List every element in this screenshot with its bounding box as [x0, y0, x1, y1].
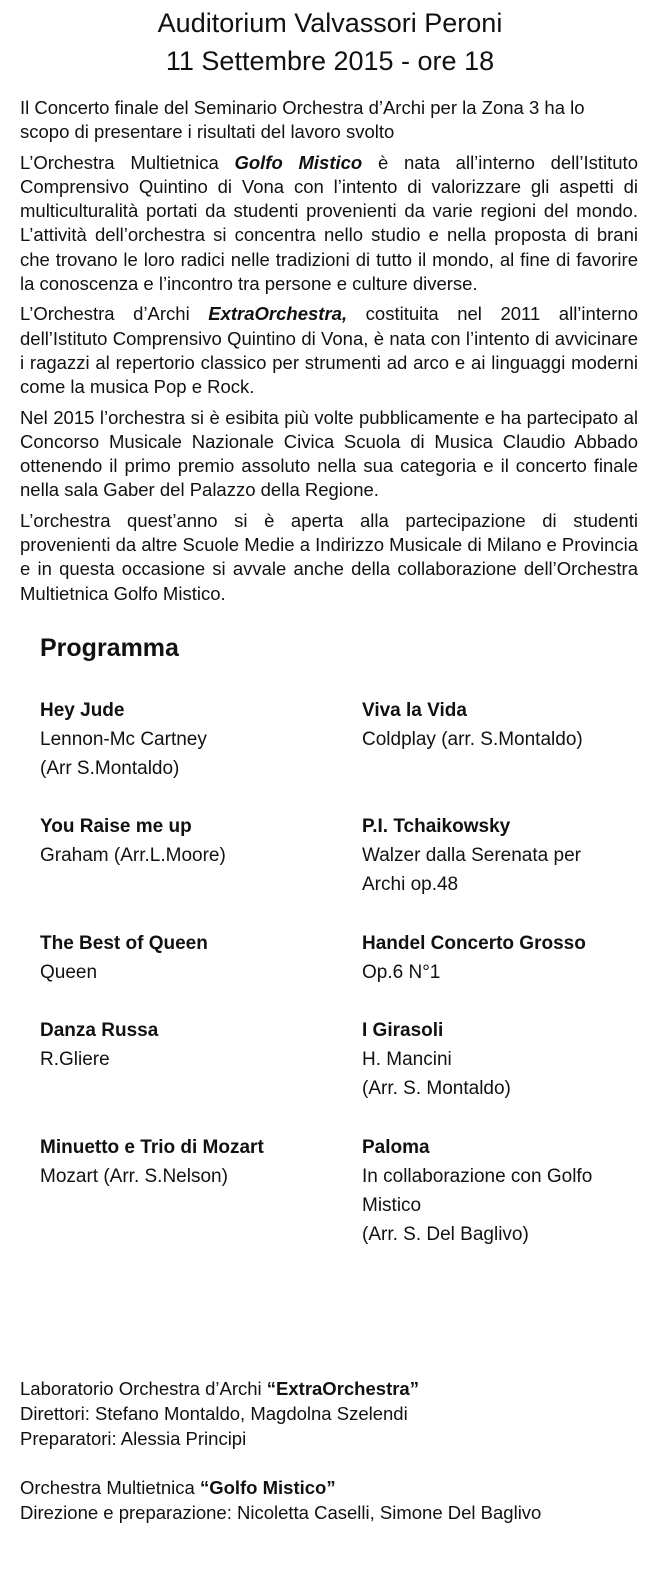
this-year-paragraph: L’orchestra quest’anno si è aperta alla partecipazione di studenti provenienti da altre Scuole Medie a Indirizzo Musicale di Milano e Provincia e in questa occasione si avvale anche della collaborazione dell’Orchestra Multietnica Golfo Mistico. — [20, 509, 639, 604]
piece-title: I Girasoli — [362, 1019, 444, 1041]
piece-detail: Mistico — [362, 1194, 422, 1216]
piece-title: Paloma — [362, 1136, 430, 1158]
programma-piece-right — [362, 1016, 652, 1103]
header — [0, 0, 660, 80]
piece-detail: Mozart (Arr. S.Nelson) — [40, 1165, 228, 1187]
golfo-mistico-name: Golfo Mistico — [234, 151, 363, 173]
programma-piece-left — [40, 1133, 330, 1191]
piece-detail: R.Gliere — [40, 1048, 110, 1070]
programma-heading: Programma — [40, 633, 179, 662]
extraorchestra-name: ExtraOrchestra, — [208, 303, 348, 325]
preparatori-credit: Preparatori: Alessia Principi — [20, 1428, 247, 1449]
intro-paragraph: Il Concerto finale del Seminario Orchestra d’Archi per la Zona 3 ha lo scopo di presentare i risultati del lavoro svolto — [20, 97, 585, 143]
multi-name: “Golfo Mistico” — [199, 1477, 336, 1498]
programma-piece-right — [362, 1133, 652, 1249]
piece-title: Viva la Vida — [362, 699, 467, 721]
piece-title: Danza Russa — [40, 1019, 159, 1041]
extra-para-start: L’Orchestra d’Archi — [20, 303, 209, 325]
piece-detail: In collaborazione con Golfo — [362, 1165, 593, 1187]
piece-detail: Lennon-Mc Cartney — [40, 728, 207, 750]
lab-name: “ExtraOrchestra” — [266, 1378, 419, 1399]
lab-prefix: Laboratorio Orchestra d’Archi — [20, 1378, 267, 1399]
venue-title: Auditorium Valvassori Peroni — [157, 8, 503, 38]
multietnica-credit — [20, 1475, 650, 1500]
piece-title: You Raise me up — [40, 815, 192, 837]
piece-detail: (Arr. S. Montaldo) — [362, 1077, 511, 1099]
lab-credit — [20, 1376, 650, 1401]
event-date: 11 Settembre 2015 - ore 18 — [165, 46, 495, 76]
piece-detail: (Arr S.Montaldo) — [40, 757, 180, 779]
piece-detail: Coldplay (arr. S.Montaldo) — [362, 728, 583, 750]
piece-title: The Best of Queen — [40, 932, 208, 954]
direttori-credit: Direttori: Stefano Montaldo, Magdolna Szelendi — [20, 1403, 408, 1424]
programma-piece-left — [40, 696, 330, 783]
programma-piece-right — [362, 696, 652, 754]
piece-detail: (Arr. S. Del Baglivo) — [362, 1223, 529, 1245]
credits-spacer — [20, 1451, 650, 1475]
multi-prefix: Orchestra Multietnica — [20, 1477, 200, 1498]
piece-detail: Op.6 N°1 — [362, 961, 441, 983]
programma-piece-right — [362, 929, 652, 987]
piece-title: Hey Jude — [40, 699, 125, 721]
piece-title: P.I. Tchaikowsky — [362, 815, 511, 837]
credits — [20, 1376, 650, 1525]
piece-detail: Queen — [40, 961, 98, 983]
programma-piece-left — [40, 1016, 330, 1074]
golfo-para-rest: è nata all’interno dell’Istituto Comprensivo Quintino di Vona con l’intento di valorizzare gli aspetti di multiculturalità portati da studenti provenienti da varie regioni del mondo. L’attività dell’orchestra si concentra nello studio e nella proposta di brani che trovano le loro radici nelle tradizioni di tutto il mondo, al fine di favorire la conoscenza e l’incontro tra persone e culture diverse. — [20, 151, 638, 295]
piece-detail: Graham (Arr.L.Moore) — [40, 844, 226, 866]
extra-para-rest: costituita nel 2011 all’interno dell’Istituto Comprensivo Quintino di Vona, è nata con l’intento di avvicinare i ragazzi al repertorio classico per strumenti ad arco e ai linguaggi moderni come la musica Pop e Rock. — [20, 303, 638, 398]
golfo-para-start: L’Orchestra Multietnica — [20, 151, 235, 173]
programma-piece-left — [40, 812, 330, 870]
piece-detail: H. Mancini — [362, 1048, 452, 1070]
piece-detail: Archi op.48 — [362, 873, 459, 895]
programma-piece-right — [362, 812, 652, 899]
piece-title: Minuetto e Trio di Mozart — [40, 1136, 264, 1158]
extraorchestra-paragraph — [20, 302, 638, 399]
direzione-credit: Direzione e preparazione: Nicoletta Caselli, Simone Del Baglivo — [20, 1502, 542, 1523]
programma-piece-left — [40, 929, 330, 987]
programma-grid — [40, 696, 640, 1256]
year-2015-paragraph: Nel 2015 l’orchestra si è esibita più volte pubblicamente e ha partecipato al Concorso Musicale Nazionale Civica Scuola di Musica Claudio Abbado ottenendo il primo premio assoluto nella sua categoria e il concerto finale nella sala Gaber del Palazzo della Regione. — [20, 406, 638, 501]
piece-detail: Walzer dalla Serenata per — [362, 844, 581, 866]
piece-title: Handel Concerto Grosso — [362, 932, 586, 954]
golfo-mistico-paragraph — [20, 151, 638, 297]
